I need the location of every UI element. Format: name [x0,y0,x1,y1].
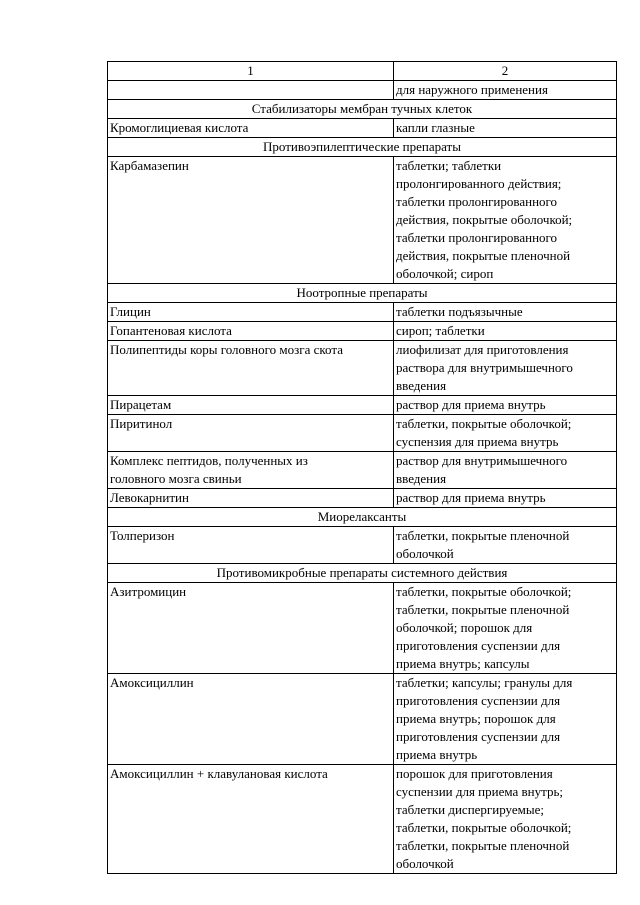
dosage-form-cell: раствор для приема внутрь [394,489,617,508]
header-col-1: 1 [108,62,394,81]
section-row [108,284,617,303]
dosage-form-cell: таблетки, покрытые оболочкой; таблетки, покрытые пленочной оболочкой; порошок для приготовления суспензии для приема внутрь; капсулы [394,583,617,674]
table-row [108,583,617,674]
dosage-form-cell: таблетки, покрытые оболочкой; суспензия для приема внутрь [394,415,617,452]
table-row [108,489,617,508]
section-row [108,564,617,583]
section-title: Противомикробные препараты системного действия [108,564,617,583]
dosage-form-cell: капли глазные [394,119,617,138]
table-row [108,674,617,765]
dosage-form-cell: раствор для приема внутрь [394,396,617,415]
dosage-form-cell: таблетки; таблетки пролонгированного действия; таблетки пролонгированного действия, покрытые оболочкой; таблетки пролонгированного действия, покрытые пленочной оболочкой; сироп [394,157,617,284]
table-row [108,415,617,452]
dosage-form-cell: таблетки подъязычные [394,303,617,322]
table-row [108,396,617,415]
drug-name-cell: Амоксициллин [108,674,394,765]
drug-name-cell: Комплекс пептидов, полученных из головного мозга свиньи [108,452,394,489]
section-title: Ноотропные препараты [108,284,617,303]
table-row [108,527,617,564]
drug-name-cell: Левокарнитин [108,489,394,508]
table-row [108,452,617,489]
section-row [108,100,617,119]
table-row [108,157,617,284]
drug-name-cell: Азитромицин [108,583,394,674]
table-row [108,303,617,322]
drug-name-cell [108,81,394,100]
drug-name-cell: Глицин [108,303,394,322]
dosage-form-cell: таблетки, покрытые пленочной оболочкой [394,527,617,564]
dosage-form-cell: сироп; таблетки [394,322,617,341]
section-title: Противоэпилептические препараты [108,138,617,157]
dosage-form-cell: для наружного применения [394,81,617,100]
table-row [108,341,617,396]
table-row [108,322,617,341]
drug-table-body [108,62,617,874]
drug-name-cell: Амоксициллин + клавулановая кислота [108,765,394,874]
drug-name-cell: Полипептиды коры головного мозга скота [108,341,394,396]
drug-name-cell: Пирацетам [108,396,394,415]
drug-name-cell: Гопантеновая кислота [108,322,394,341]
section-title: Миорелаксанты [108,508,617,527]
table-row [108,81,617,100]
section-row [108,138,617,157]
drug-table [107,61,617,874]
table-header-row [108,62,617,81]
section-title: Стабилизаторы мембран тучных клеток [108,100,617,119]
table-row [108,119,617,138]
dosage-form-cell: лиофилизат для приготовления раствора для внутримышечного введения [394,341,617,396]
drug-name-cell: Карбамазепин [108,157,394,284]
dosage-form-cell: таблетки; капсулы; гранулы для приготовления суспензии для приема внутрь; порошок для приготовления суспензии для приема внутрь [394,674,617,765]
drug-name-cell: Пиритинол [108,415,394,452]
drug-name-cell: Кромоглициевая кислота [108,119,394,138]
drug-name-cell: Толперизон [108,527,394,564]
header-col-2: 2 [394,62,617,81]
section-row [108,508,617,527]
dosage-form-cell: раствор для внутримышечного введения [394,452,617,489]
dosage-form-cell: порошок для приготовления суспензии для приема внутрь; таблетки диспергируемые; таблетки, покрытые оболочкой; таблетки, покрытые пленочной оболочкой [394,765,617,874]
table-row [108,765,617,874]
document-page [107,61,610,874]
